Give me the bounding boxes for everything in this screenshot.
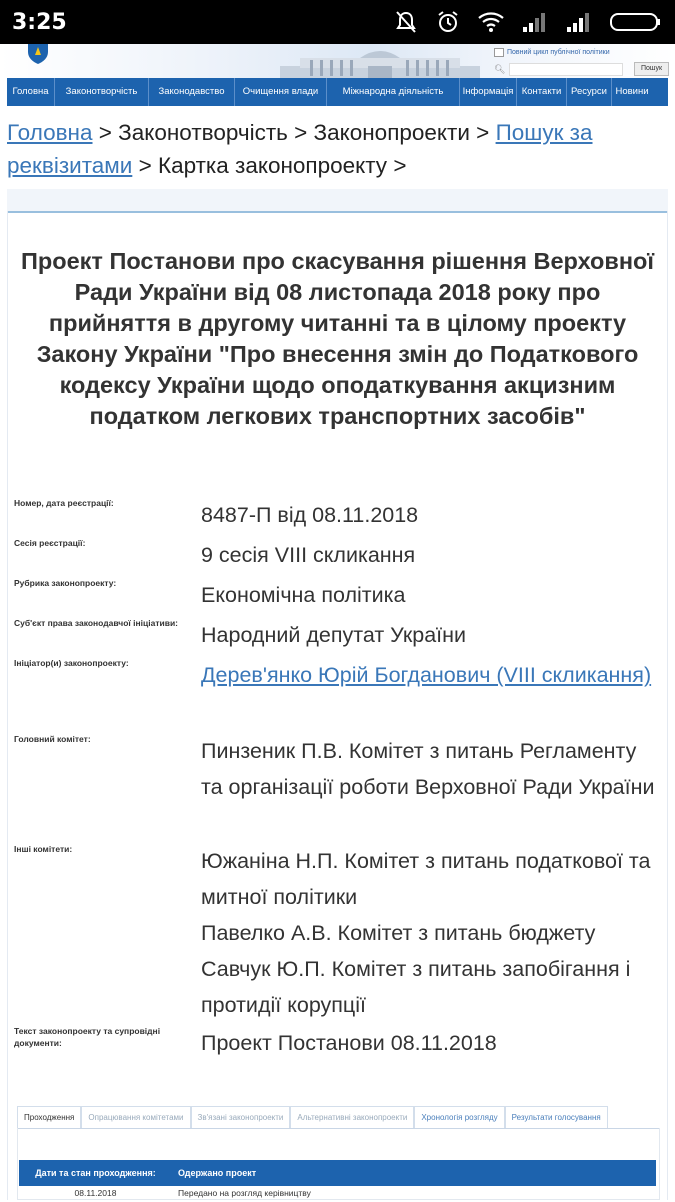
initiator-label: Ініціатор(и) законопроекту: bbox=[14, 658, 129, 668]
search-bar bbox=[494, 62, 634, 76]
tab-committee-processing[interactable]: Опрацювання комітетами bbox=[81, 1106, 190, 1128]
row-date: 08.11.2018 bbox=[74, 1188, 117, 1198]
text-value: Проект Постанови 08.11.2018 bbox=[201, 1031, 497, 1055]
search-input[interactable] bbox=[509, 63, 623, 76]
breadcrumb-bills: Законопроекти bbox=[313, 120, 470, 145]
main-committee-value: Пинзеник П.В. Комітет з питань Регламенту та організації роботи Верховної Ради України bbox=[201, 739, 655, 799]
breadcrumb-sep: > bbox=[393, 153, 407, 178]
other-committees-value bbox=[201, 843, 661, 1023]
signal-icon-1 bbox=[521, 11, 549, 33]
column-header-dates: Дати та стан проходження: bbox=[35, 1168, 156, 1178]
mute-icon bbox=[393, 9, 419, 35]
breadcrumb-sep: > bbox=[98, 120, 112, 145]
initiator-value bbox=[201, 657, 661, 693]
breadcrumb-bill-card: Картка законопроекту bbox=[157, 153, 388, 178]
other-committees-label: Інші комітети: bbox=[14, 844, 73, 854]
breadcrumb-sep: > bbox=[138, 153, 152, 178]
alarm-icon bbox=[435, 9, 461, 35]
tab-alternative-bills[interactable]: Альтернативні законопроекти bbox=[290, 1106, 414, 1128]
registration-label: Номер, дата реєстрації: bbox=[14, 498, 114, 508]
breadcrumb-sep: > bbox=[294, 120, 308, 145]
other-committee-item: Павелко А.В. Комітет з питань бюджету bbox=[201, 921, 596, 945]
breadcrumb-home[interactable]: Головна bbox=[7, 120, 93, 145]
status-bar bbox=[0, 0, 675, 44]
session-label: Сесія реєстрації: bbox=[14, 538, 86, 548]
flag-icon bbox=[494, 48, 504, 57]
search-button[interactable]: Пошук bbox=[634, 62, 669, 76]
wifi-icon bbox=[477, 10, 505, 34]
content-top-border bbox=[7, 189, 668, 213]
tab-voting-results[interactable]: Результати голосування bbox=[505, 1106, 608, 1128]
breadcrumb bbox=[7, 116, 662, 182]
main-committee-label: Головний комітет: bbox=[14, 734, 91, 744]
public-policy-cycle-link[interactable] bbox=[494, 48, 610, 57]
nav-item-information[interactable]: Інформація bbox=[460, 78, 517, 106]
registration-value: 8487-П від 08.11.2018 bbox=[201, 503, 419, 527]
subject-value: Народний депутат України bbox=[201, 623, 467, 647]
passage-table-header bbox=[19, 1160, 656, 1186]
nav-item-international[interactable]: Міжнародна діяльність bbox=[327, 78, 460, 106]
main-nav bbox=[7, 78, 668, 106]
clock: 3:25 bbox=[12, 9, 67, 35]
bill-title: Проект Постанови про скасування рішення Верховної Ради України від 08 листопада 2018 року про прийняття в другому читанні та в цілому проекту Закону України "Про внесення змін до Податкового кодексу України щодо оподаткування акцизним податком легкових транспортних засобів" bbox=[20, 248, 655, 429]
breadcrumb-sep: > bbox=[476, 120, 490, 145]
breadcrumb-search-by-details[interactable]: Пошук за реквізитами bbox=[7, 120, 593, 178]
nav-item-home[interactable]: Головна bbox=[7, 78, 55, 106]
rubric-value: Економічна політика bbox=[201, 583, 406, 607]
content-right-border bbox=[667, 211, 668, 1200]
other-committee-item: Савчук Ю.П. Комітет з питань запобігання і протидії корупції bbox=[201, 957, 631, 1017]
bill-tabs bbox=[17, 1106, 660, 1129]
parliament-building-icon bbox=[280, 46, 480, 78]
search-icon: 🔍︎ bbox=[494, 63, 506, 74]
breadcrumb-law-making: Законотворчість bbox=[118, 120, 288, 145]
content-left-border bbox=[7, 211, 8, 1200]
column-header-status: Одержано проект bbox=[178, 1168, 257, 1178]
tab-related-bills[interactable]: Зв'язані законопроекти bbox=[191, 1106, 291, 1128]
other-committee-item: Южаніна Н.П. Комітет з питань податкової та митної політики bbox=[201, 849, 651, 909]
nav-item-legislation[interactable]: Законодавство bbox=[149, 78, 235, 106]
rubric-label: Рубрика законопроекту: bbox=[14, 578, 117, 588]
text-label: Текст законопроекту та супровідні документи: bbox=[14, 1026, 161, 1048]
tab-chronology[interactable]: Хронологія розгляду bbox=[414, 1106, 504, 1128]
site-header bbox=[0, 44, 675, 78]
initiator-link[interactable]: Дерев'янко Юрій Богданович (VIII скликання) bbox=[201, 663, 652, 687]
tab-passage[interactable]: Проходження bbox=[17, 1106, 81, 1128]
nav-item-resources[interactable]: Ресурси bbox=[567, 78, 612, 106]
subject-label: Суб'єкт права законодавчої ініціативи: bbox=[14, 618, 178, 628]
cycle-link-text: Повний цикл публічної політики bbox=[507, 49, 610, 56]
session-value: 9 сесія VIII скликання bbox=[201, 543, 416, 567]
nav-item-contacts[interactable]: Контакти bbox=[517, 78, 567, 106]
row-status: Передано на розгляд керівництву bbox=[178, 1188, 311, 1198]
signal-icon-2 bbox=[565, 11, 593, 33]
nav-item-news[interactable]: Новини bbox=[615, 86, 649, 97]
battery-icon bbox=[609, 11, 663, 33]
coat-of-arms-icon[interactable] bbox=[20, 44, 56, 69]
nav-item-lustration[interactable]: Очищення влади bbox=[235, 78, 327, 106]
nav-item-law-making[interactable]: Законотворчість bbox=[55, 78, 149, 106]
